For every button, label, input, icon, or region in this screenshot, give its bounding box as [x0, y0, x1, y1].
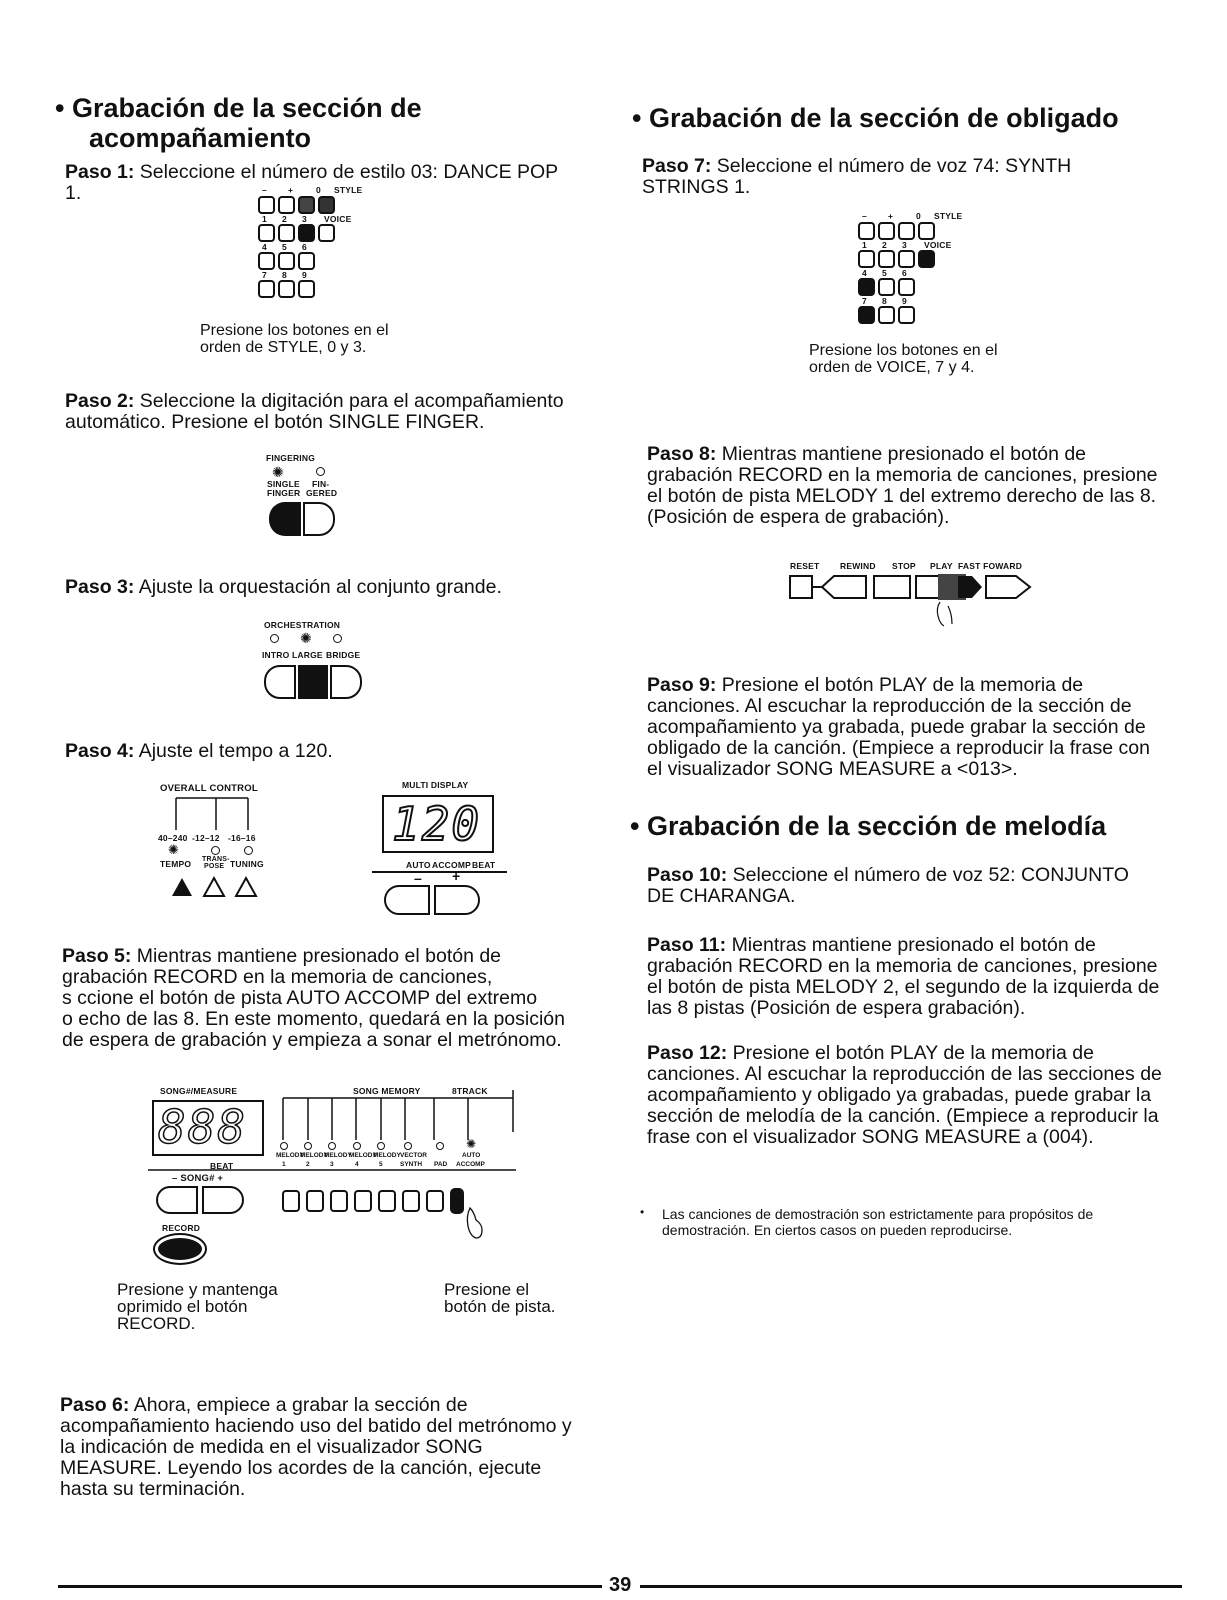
stop-button[interactable] [874, 576, 910, 598]
step5-caption-left: Presione y mantenga oprimido el botón RECORD. [117, 1280, 278, 1333]
step-12: Paso 12: Presione el botón PLAY de la memoria de canciones. Al escuchar la reproducción de las secciones de acompañamiento y obligado ya grabadas, puede grabar la sección de melodía de la canción. (Empiece a reproducir la frase con el visualizador SONG MEASURE a (004). [647, 1042, 1162, 1148]
bridge-button[interactable] [330, 665, 362, 699]
large-led-icon: ✺ [300, 630, 312, 646]
key-9[interactable] [298, 280, 315, 298]
key-3[interactable] [298, 224, 315, 242]
key-2[interactable] [278, 224, 295, 242]
footer-rule-left [58, 1585, 602, 1588]
bridge-led-icon [333, 634, 342, 643]
key-4[interactable] [858, 278, 875, 296]
song-memory-panel: SONG#/MEASURE SONG MEMORY 8TRACK 888 BEAT ✺ MELODY MELODY MELODY MELODY MELODY VECTOR AUTO 1 2 3 4 5 SYNTH PAD ACCOMP – SONG# + RECORD [148, 1082, 538, 1272]
demo-note: • Las canciones de demostración son estrictamente para propósitos de demostración. En ciertos casos on pueden reproducirse. [640, 1205, 1094, 1238]
style-voice-keypad-step1: – + 0 STYLE 1 2 3 VOICE 4 5 6 7 8 9 [258, 186, 368, 306]
single-finger-button[interactable] [269, 502, 301, 536]
step1-caption: Presione los botones en el orden de STYLE, 0 y 3. [200, 322, 389, 356]
key-1[interactable] [858, 250, 875, 268]
key-style[interactable] [918, 222, 935, 240]
tuning-led-icon [244, 846, 253, 855]
section-heading-accompaniment: • Grabación de la sección de acompañamiento [55, 93, 422, 153]
step-10: Paso 10: Seleccione el número de voz 52: CONJUNTO DE CHARANGA. [647, 864, 1129, 907]
key-1[interactable] [258, 224, 275, 242]
transport-panel: RESET REWIND STOP PLAY FAST FOWARD [790, 562, 1050, 642]
step-9: Paso 9: Presione el botón PLAY de la memoria de canciones. Al escuchar la reproducción de la sección de acompañamiento ya grabada, puede grabar la sección de obligado de la canción. (Empiece a reproducir la frase con el visualizador SONG MEASURE a <013>. [647, 674, 1150, 780]
key-plus[interactable] [878, 222, 895, 240]
page-number: 39 [609, 1574, 632, 1596]
step-11: Paso 11: Mientras mantiene presionado el botón de grabación RECORD en la memoria de canciones, presione el botón de pista MELODY 2, el segundo de la izquierda de las 8 pistas (Posición de espera grabación). [647, 934, 1160, 1019]
key-style[interactable] [318, 196, 335, 214]
key-9[interactable] [898, 306, 915, 324]
key-2[interactable] [878, 250, 895, 268]
multi-plus-button[interactable] [434, 885, 480, 915]
key-6[interactable] [898, 278, 915, 296]
rewind-button[interactable] [822, 576, 866, 598]
intro-led-icon [270, 634, 279, 643]
tempo-button[interactable] [168, 876, 196, 900]
key-voice[interactable] [318, 224, 335, 242]
key-7[interactable] [258, 280, 275, 298]
key-0[interactable] [298, 196, 315, 214]
track-labels: MELODY MELODY MELODY MELODY MELODY VECTOR AUTO 1 2 3 4 5 SYNTH PAD ACCOMP [276, 1152, 485, 1168]
transpose-button[interactable] [200, 876, 228, 900]
overall-control-panel: OVERALL CONTROL 40–240 -12–12 -16–16 ✺ TEMPO TRANS- POSE TUNING [158, 784, 268, 914]
multi-minus-button[interactable] [384, 885, 430, 915]
orchestration-panel: ORCHESTRATION ✺ INTRO LARGE BRIDGE [262, 621, 372, 711]
key-7[interactable] [858, 306, 875, 324]
tempo-led-icon: ✺ [168, 842, 179, 857]
step-6: Paso 6: Ahora, empiece a grabar la sección de acompañamiento haciendo uso del batido del metrónomo y la indicación de medida en el visualizador SONG MEASURE. Leyendo los acordes de la canción, ejecute hasta su terminación. [60, 1394, 572, 1500]
track8-led-icon: ✺ [466, 1137, 477, 1151]
key-voice[interactable] [918, 250, 935, 268]
footer-rule-right [640, 1585, 1182, 1588]
step5-caption-right: Presione el botón de pista. [444, 1280, 556, 1316]
multi-display-panel: MULTI DISPLAY 120 AUTO ACCOMP BEAT – + [372, 781, 522, 921]
step-2: Paso 2: Seleccione la digitación para el acompañamiento automático. Presione el botón SINGLE FINGER. [65, 390, 564, 433]
transpose-led-icon [211, 846, 220, 855]
key-5[interactable] [878, 278, 895, 296]
hand-pointer-icon [148, 1082, 538, 1272]
key-minus[interactable] [858, 222, 875, 240]
large-button[interactable] [298, 665, 328, 699]
key-minus[interactable] [258, 196, 275, 214]
key-8[interactable] [878, 306, 895, 324]
song-measure-digits: 888 [158, 1100, 248, 1154]
fingering-panel: FINGERING ✺ SINGLE FINGER FIN- GERED [266, 454, 366, 544]
fingered-button[interactable] [303, 502, 335, 536]
section-heading-melody: • Grabación de la sección de melodía [630, 811, 1107, 841]
fast-forward-button[interactable] [986, 576, 1030, 598]
step-8: Paso 8: Mientras mantiene presionado el botón de grabación RECORD en la memoria de canciones, presione el botón de pista MELODY 1 del extremo derecho de las 8. (Posición de espera de grabación). [647, 443, 1158, 528]
key-0[interactable] [898, 222, 915, 240]
key-5[interactable] [278, 252, 295, 270]
key-4[interactable] [258, 252, 275, 270]
step-3: Paso 3: Ajuste la orquestación al conjunto grande. [65, 576, 502, 598]
transport-buttons-graphic [790, 562, 1050, 642]
step-5: Paso 5: Mientras mantiene presionado el botón de grabación RECORD en la memoria de canciones, s ccione el botón de pista AUTO ACCOMP del extremo o echo de las 8. En este momento, quedará en la posición de espera de grabación y empieza a sonar el metrónomo. [62, 945, 565, 1051]
style-voice-keypad-step7: – + 0 STYLE 1 2 3 VOICE 4 5 6 7 8 9 [858, 212, 968, 332]
step-7: Paso 7: Seleccione el número de voz 74: SYNTH STRINGS 1. [642, 155, 1072, 198]
play-button[interactable] [938, 574, 982, 600]
multi-display-value: 120 [392, 797, 482, 851]
key-plus[interactable] [278, 196, 295, 214]
reset-button[interactable] [790, 576, 812, 598]
key-8[interactable] [278, 280, 295, 298]
step-1: Paso 1: Seleccione el número de estilo 03: DANCE POP 1. [65, 161, 559, 204]
single-finger-led-icon: ✺ [272, 464, 284, 480]
key-6[interactable] [298, 252, 315, 270]
step7-caption: Presione los botones en el orden de VOICE, 7 y 4. [809, 342, 998, 376]
step-4: Paso 4: Ajuste el tempo a 120. [65, 740, 333, 762]
section-heading-obligado: • Grabación de la sección de obligado [632, 103, 1119, 133]
key-3[interactable] [898, 250, 915, 268]
intro-button[interactable] [264, 665, 296, 699]
tuning-button[interactable] [232, 876, 260, 900]
fingered-led-icon [316, 467, 325, 476]
